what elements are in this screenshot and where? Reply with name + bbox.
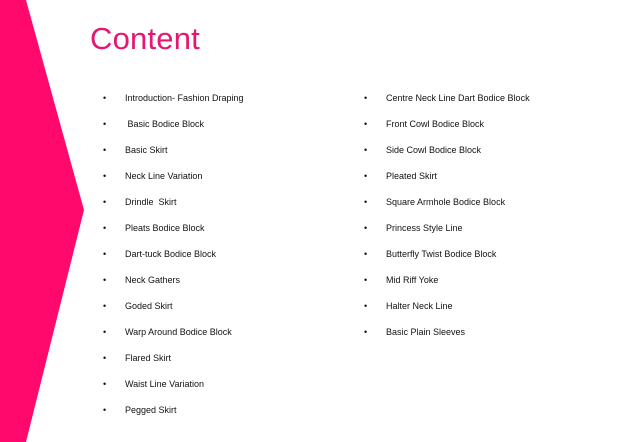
bullet: • [103, 379, 107, 389]
list-item [103, 215, 244, 241]
list-item-label: Pleats Bodice Block [125, 223, 205, 233]
list-item-label: Pegged Skirt [125, 405, 177, 415]
bullet: • [364, 327, 368, 337]
content-list-right [364, 85, 530, 345]
list-item [103, 267, 244, 293]
bullet: • [364, 301, 368, 311]
list-item [103, 189, 244, 215]
list-item-label: Goded Skirt [125, 301, 173, 311]
bullet: • [364, 171, 368, 181]
list-item-label: Basic Skirt [125, 145, 168, 155]
list-item-label: Centre Neck Line Dart Bodice Block [386, 93, 530, 103]
list-item [364, 267, 530, 293]
bullet: • [103, 145, 107, 155]
accent-chevron [0, 0, 84, 442]
bullet: • [364, 145, 368, 155]
list-item-label: Flared Skirt [125, 353, 172, 363]
list-item [364, 111, 530, 137]
bullet: • [103, 275, 107, 285]
list-item [103, 85, 244, 111]
list-item [364, 163, 530, 189]
bullet: • [364, 119, 368, 129]
list-item [103, 319, 244, 345]
list-item-label: Front Cowl Bodice Block [386, 119, 485, 129]
list-item-label: Side Cowl Bodice Block [386, 145, 482, 155]
list-item-label: Waist Line Variation [125, 379, 205, 389]
list-item-label: Halter Neck Line [386, 301, 453, 311]
list-item [364, 137, 530, 163]
bullet: • [364, 93, 368, 103]
list-item [364, 319, 530, 345]
bullet: • [103, 353, 107, 363]
list-item [103, 371, 244, 397]
list-item [364, 215, 530, 241]
list-item [103, 111, 244, 137]
bullet: • [364, 197, 368, 207]
list-item-label: Neck Line Variation [125, 171, 203, 181]
list-item [103, 241, 244, 267]
list-item-label: Warp Around Bodice Block [125, 327, 232, 337]
list-item-label: Basic Plain Sleeves [386, 327, 466, 337]
bullet: • [103, 327, 107, 337]
list-item-label: Princess Style Line [386, 223, 463, 233]
list-item [364, 85, 530, 111]
list-item-label: Drindle Skirt [125, 197, 177, 207]
list-item-label: Neck Gathers [125, 275, 181, 285]
list-item [103, 163, 244, 189]
list-item-label: Mid Riff Yoke [386, 275, 439, 285]
bullet: • [103, 197, 107, 207]
list-item [103, 345, 244, 371]
list-item-label: Basic Bodice Block [125, 119, 205, 129]
list-item [364, 241, 530, 267]
list-item-label: Dart-tuck Bodice Block [125, 249, 217, 259]
list-item [103, 397, 244, 423]
content-list-left [103, 85, 244, 423]
list-item [103, 137, 244, 163]
bullet: • [364, 223, 368, 233]
list-item-label: Butterfly Twist Bodice Block [386, 249, 497, 259]
list-item [364, 293, 530, 319]
bullet: • [103, 119, 107, 129]
bullet: • [103, 223, 107, 233]
accent-chevron-shape [0, 0, 84, 442]
list-item-label: Introduction- Fashion Draping [125, 93, 244, 103]
list-item [364, 189, 530, 215]
bullet: • [103, 405, 107, 415]
bullet: • [364, 275, 368, 285]
list-item-label: Square Armhole Bodice Block [386, 197, 506, 207]
bullet: • [103, 171, 107, 181]
bullet: • [103, 93, 107, 103]
list-item [103, 293, 244, 319]
slide-title: Content [90, 21, 200, 56]
bullet: • [103, 249, 107, 259]
bullet: • [364, 249, 368, 259]
list-item-label: Pleated Skirt [386, 171, 438, 181]
bullet: • [103, 301, 107, 311]
